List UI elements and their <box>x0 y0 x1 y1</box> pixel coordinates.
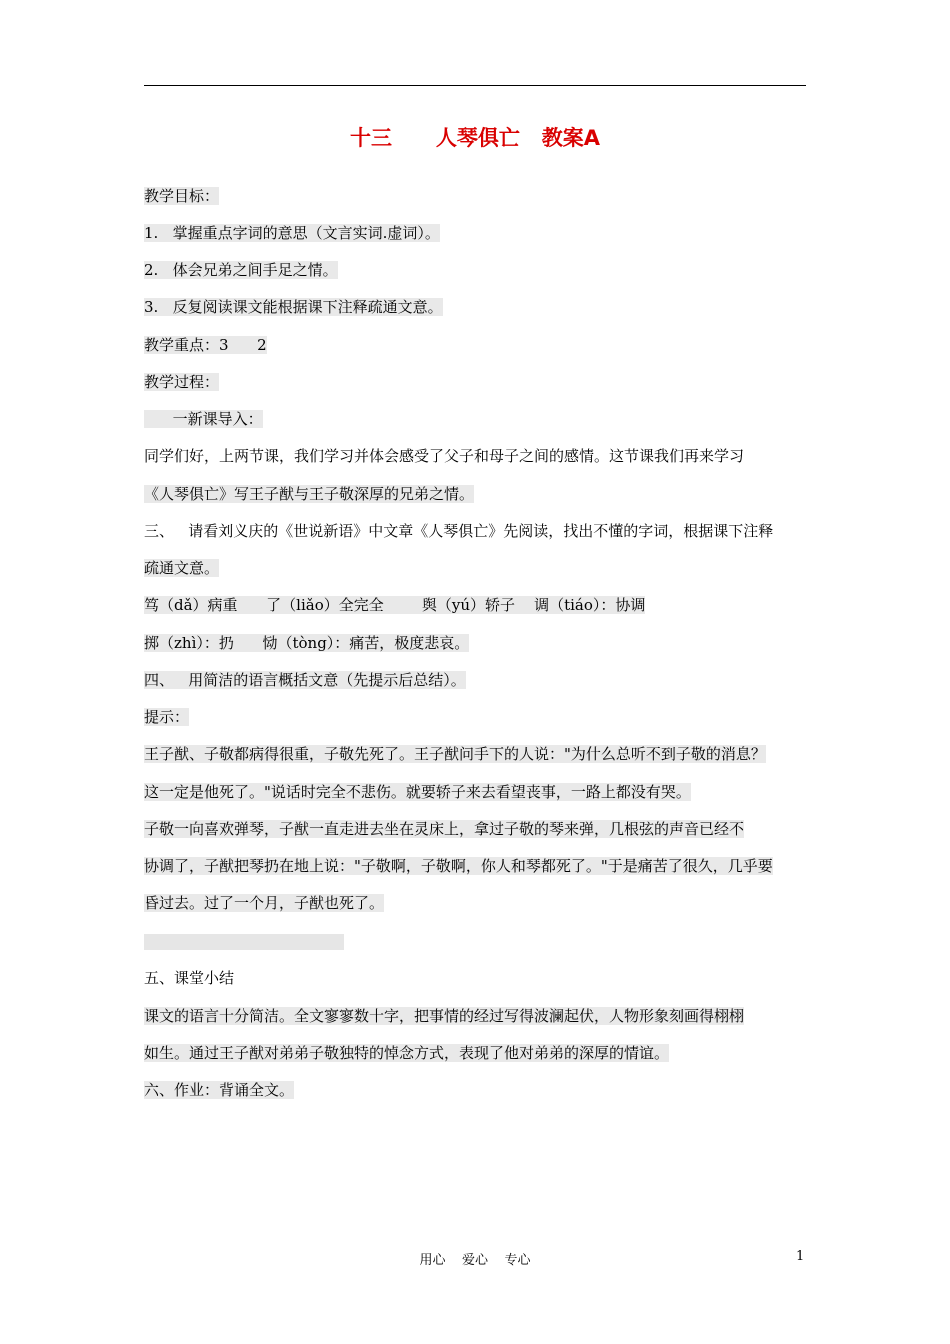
text-line: 疏通文意。 <box>144 559 220 577</box>
text-line: 教学重点：3 2 <box>144 336 267 354</box>
text-line: 六、作业：背诵全文。 <box>144 1081 295 1099</box>
page-number: 1 <box>796 1249 805 1264</box>
text-line: 一新课导入： <box>144 410 263 428</box>
text-line: 1. 掌握重点字词的意思（文言实词.虚词）。 <box>144 224 440 242</box>
footer-text: 用心 爱心 专心 <box>419 1253 531 1268</box>
text-line: 五、课堂小结 <box>144 969 235 987</box>
text-line: 协调了，子猷把琴扔在地上说："子敬啊，子敬啊，你人和琴都死了。"于是痛苦了很久，几乎要 <box>144 857 773 875</box>
header-rule <box>144 85 806 86</box>
text-line: 同学们好，上两节课，我们学习并体会感受了父子和母子之间的感情。这节课我们再来学习 <box>144 447 745 465</box>
text-line: 教学目标： <box>144 187 220 205</box>
document-title: 十三 人琴俱亡 教案A <box>349 126 601 150</box>
text-line: 子敬一向喜欢弹琴，子猷一直走进去坐在灵床上，拿过子敬的琴来弹，几根弦的声音已经不 <box>144 820 745 838</box>
text-line: 王子猷、子敬都病得很重，子敬先死了。王子猷问手下的人说："为什么总听不到子敬的消息？ <box>144 745 766 763</box>
text-line: 三、 请看刘义庆的《世说新语》中文章《人琴俱亡》先阅读，找出不懂的字词，根据课下注释 <box>144 522 774 540</box>
text-line: 3. 反复阅读课文能根据课下注释疏通文意。 <box>144 298 443 316</box>
text-line: 课文的语言十分简洁。全文寥寥数十字，把事情的经过写得波澜起伏，人物形象刻画得栩栩 <box>144 1007 745 1025</box>
text-line: 这一定是他死了。"说话时完全不悲伤。就要轿子来去看望丧事，一路上都没有哭。 <box>144 783 691 801</box>
text-line: 如生。通过王子猷对弟弟子敬独特的悼念方式，表现了他对弟弟的深厚的情谊。 <box>144 1044 670 1062</box>
text-line: 笃（dǎ）病重 了（liǎo）全完全 舆（yú）轿子 调（tiáo）：协调 <box>144 596 646 614</box>
text-line: 四、 用简洁的语言概括文意（先提示后总结）。 <box>144 671 466 689</box>
text-line: 昏过去。过了一个月，子猷也死了。 <box>144 894 385 912</box>
text-line: 掷（zhì）：扔 恸（tòng）：痛苦，极度悲哀。 <box>144 634 470 652</box>
text-line: 教学过程： <box>144 373 220 391</box>
text-line: 提示： <box>144 708 190 726</box>
text-line: 《人琴俱亡》写王子猷与王子敬深厚的兄弟之情。 <box>144 485 475 503</box>
blank-highlight <box>144 934 344 950</box>
text-line: 2. 体会兄弟之间手足之情。 <box>144 261 338 279</box>
